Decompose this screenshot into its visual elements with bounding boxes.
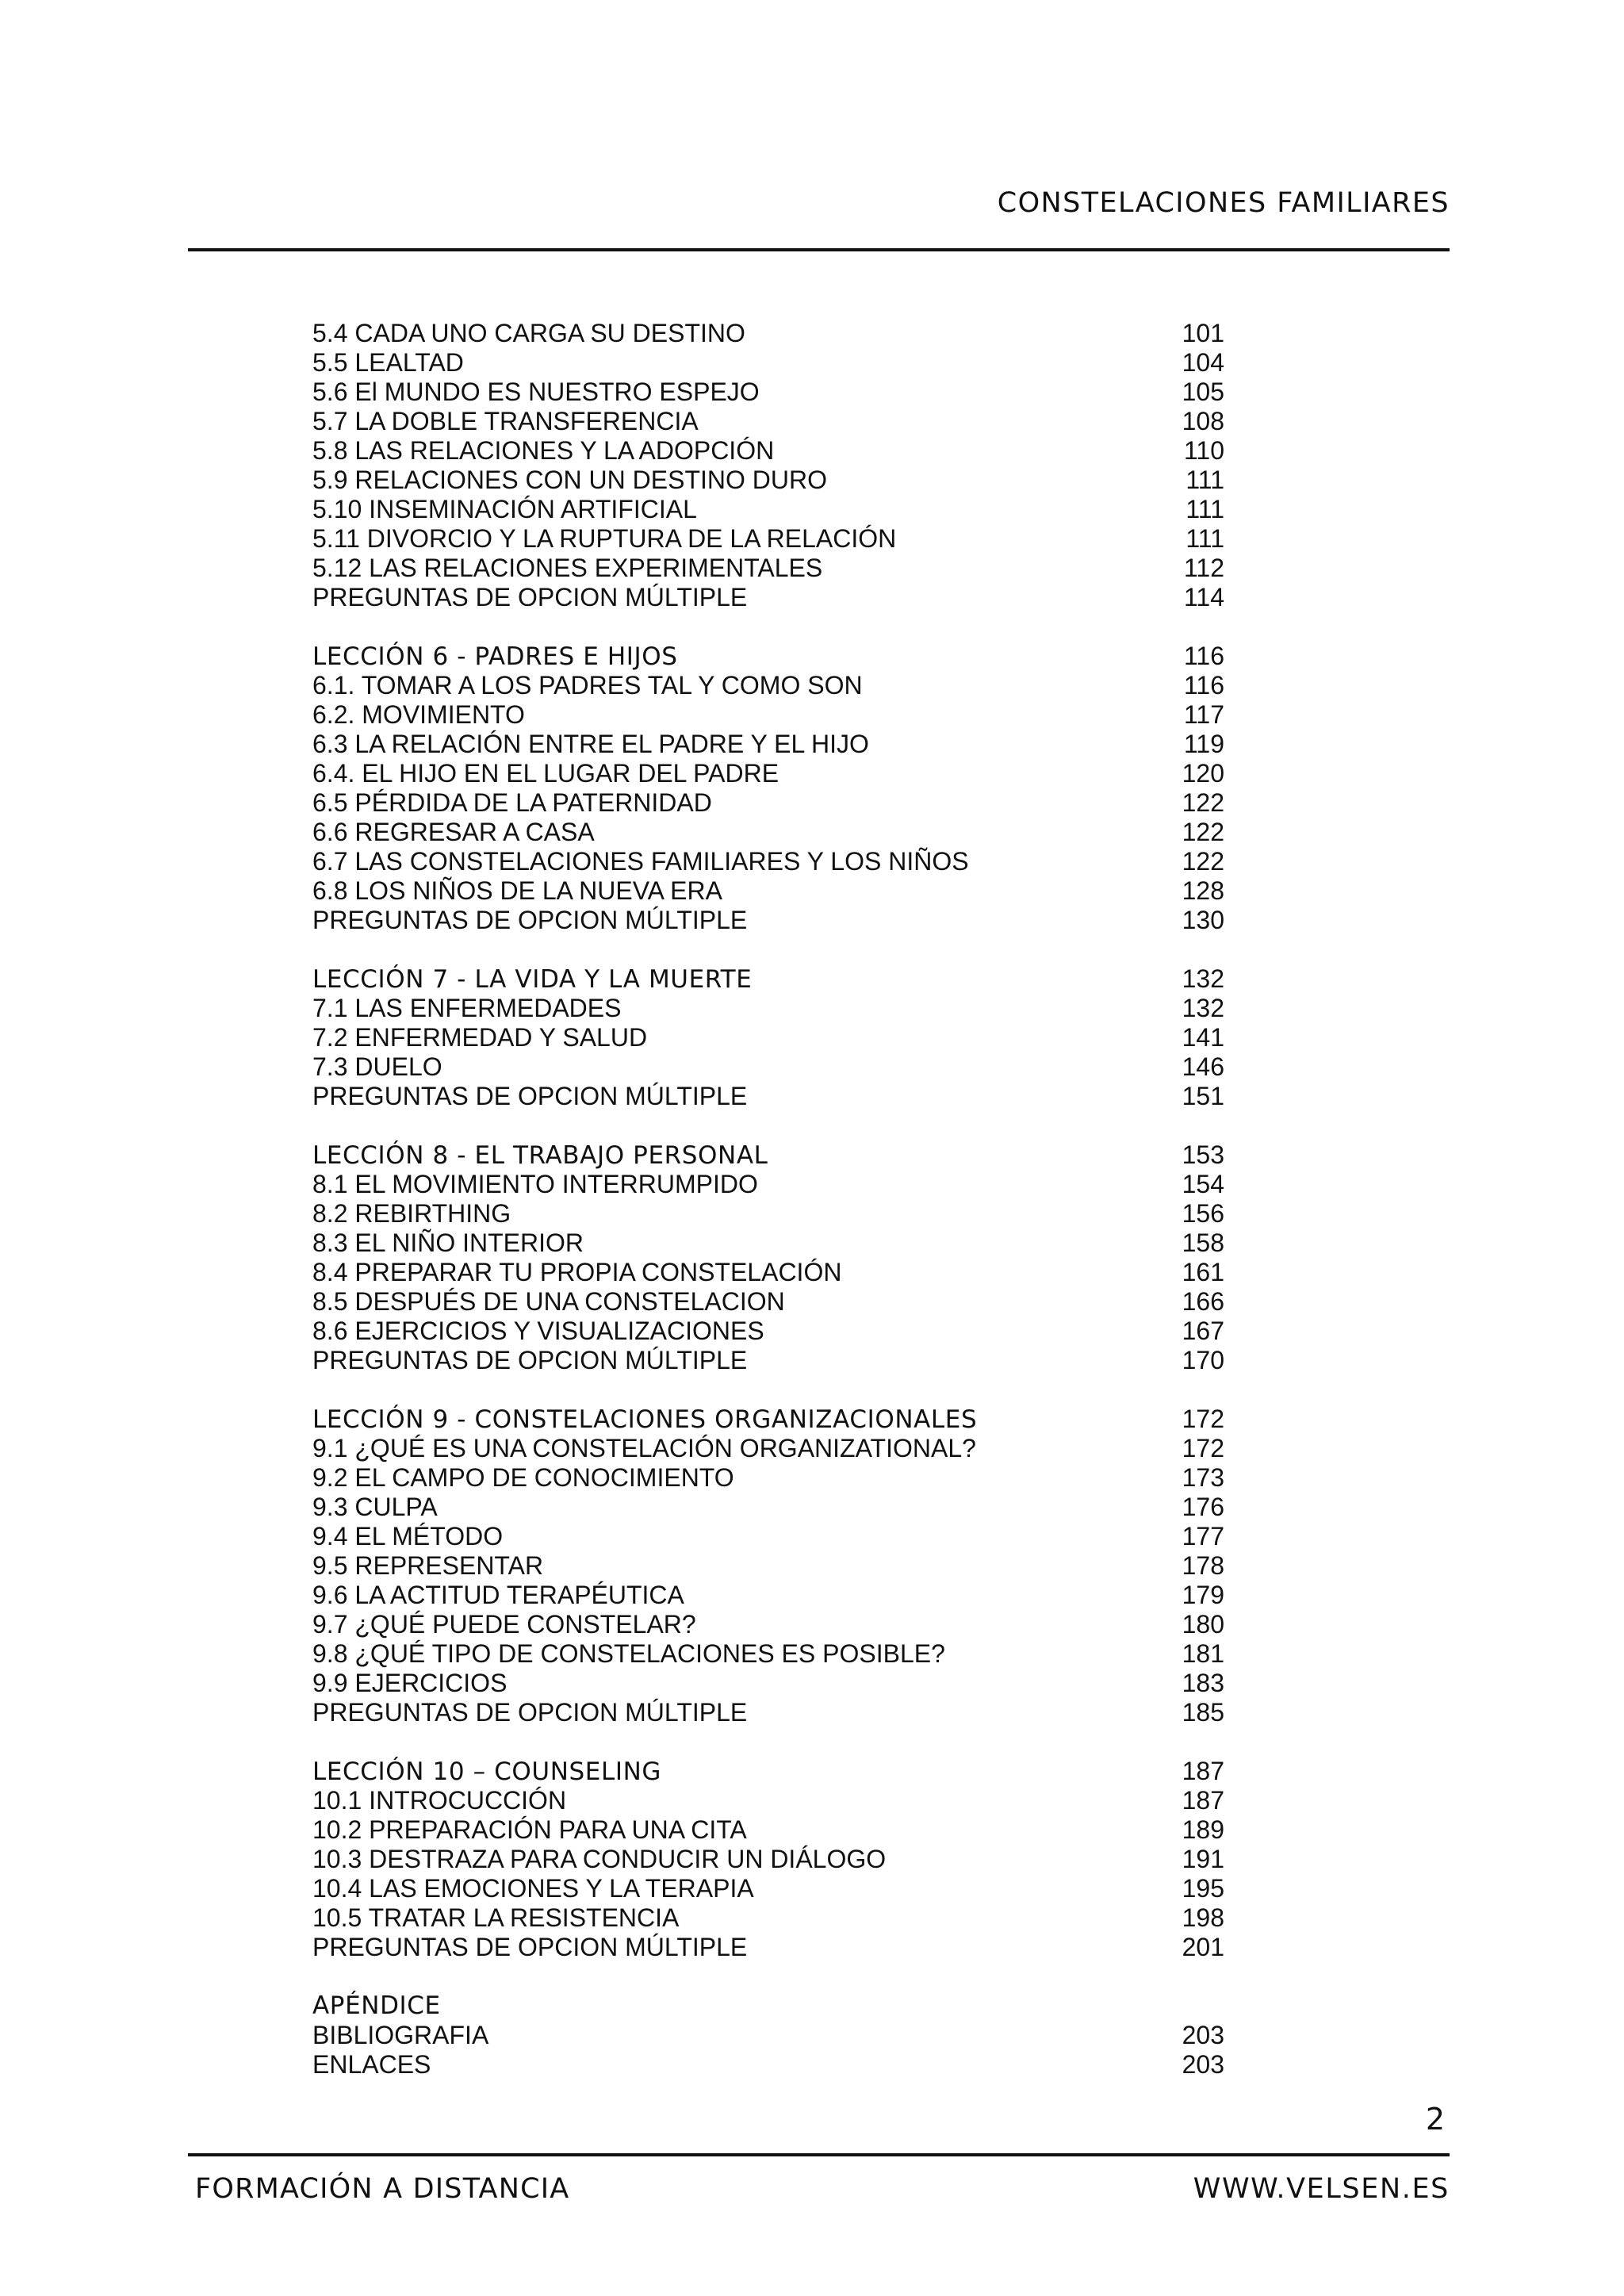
toc-entry [312,1669,1224,1698]
toc-entry [312,466,1224,495]
toc-entry [312,1610,1224,1639]
toc-entry-title: 6.8 LOS NIÑOS DE LA NUEVA ERA [312,876,722,905]
toc-entry [312,583,1224,612]
toc-entry [312,436,1224,466]
toc-entry-page: 111 [1185,466,1224,494]
toc-entry-page: 203 [1182,2050,1224,2079]
toc-entry [312,1228,1224,1258]
footer-rule [188,2153,1450,2156]
toc-entry-page: 167 [1182,1317,1224,1345]
header-rule [188,248,1450,251]
toc-entry-title: 5.8 LAS RELACIONES Y LA ADOPCIÓN [312,436,775,465]
toc-lesson-heading [312,1757,1224,1786]
toc-entry [312,495,1224,524]
toc-lesson-heading [312,1140,1224,1170]
toc-entry-page: 177 [1182,1522,1224,1550]
toc-entry-page: 176 [1182,1493,1224,1521]
toc-entry-title: 8.5 DESPUÉS DE UNA CONSTELACION [312,1287,785,1316]
toc-entry-title: 10.3 DESTRAZA PARA CONDUCIR UN DIÁLOGO [312,1845,887,1873]
toc-entry-title: PREGUNTAS DE OPCION MÚLTIPLE [312,583,748,611]
toc-entry-page: 132 [1182,964,1224,993]
toc-entry [312,1023,1224,1052]
toc-lesson-heading [312,1991,1224,2021]
toc-entry-page: 105 [1182,378,1224,406]
toc-entry [312,2021,1224,2050]
toc-entry [312,1874,1224,1903]
toc-entry-title: 7.1 LAS ENFERMEDADES [312,994,622,1022]
toc-entry-title: 5.9 RELACIONES CON UN DESTINO DURO [312,466,827,494]
toc-entry-title: 9.4 EL MÉTODO [312,1522,504,1550]
toc-entry-title: 9.8 ¿QUÉ TIPO DE CONSTELACIONES ES POSIBLE? [312,1639,945,1668]
toc-entry-title: LECCIÓN 7 - LA VIDA Y LA MUERTE [312,965,753,994]
toc-entry-page: 130 [1182,906,1224,934]
toc-lesson-heading [312,1405,1224,1434]
toc-entry [312,378,1224,407]
footer-website: WWW.VELSEN.ES [1193,2173,1450,2205]
toc-block [312,1991,1224,2079]
toc-entry [312,407,1224,436]
toc-entry-page: 181 [1182,1639,1224,1668]
toc-entry-title: 6.2. MOVIMIENTO [312,700,525,729]
toc-entry [312,524,1224,554]
toc-entry [312,700,1224,730]
toc-entry-title: 9.9 EJERCICIOS [312,1669,508,1697]
toc-entry [312,348,1224,378]
toc-entry-title: PREGUNTAS DE OPCION MÚLTIPLE [312,1933,748,1961]
toc-entry [312,1551,1224,1581]
toc-entry [312,730,1224,759]
toc-entry [312,1052,1224,1082]
toc-entry-page: 128 [1182,876,1224,905]
toc-entry-title: PREGUNTAS DE OPCION MÚLTIPLE [312,906,748,934]
toc-entry-title: PREGUNTAS DE OPCION MÚLTIPLE [312,1082,748,1110]
toc-entry-title: BIBLIOGRAFIA [312,2021,489,2049]
footer-course-label: FORMACIÓN A DISTANCIA [195,2173,570,2205]
toc-entry-title: 6.1. TOMAR A LOS PADRES TAL Y COMO SON [312,671,863,700]
toc-entry-title: 6.4. EL HIJO EN EL LUGAR DEL PADRE [312,759,779,788]
toc-entry-title: 10.4 LAS EMOCIONES Y LA TERAPIA [312,1874,754,1903]
toc-block [312,1405,1224,1727]
toc-block [312,319,1224,612]
toc-entry-title: 5.4 CADA UNO CARGA SU DESTINO [312,319,745,347]
toc-entry [312,1639,1224,1669]
toc-entry-page: 187 [1182,1786,1224,1815]
toc-entry-page: 203 [1182,2021,1224,2049]
toc-entry-title: LECCIÓN 6 - PADRES E HIJOS [312,642,678,671]
toc-entry-title: PREGUNTAS DE OPCION MÚLTIPLE [312,1346,748,1374]
toc-entry-page: 173 [1182,1463,1224,1492]
toc-entry-title: 5.10 INSEMINACIÓN ARTIFICIAL [312,495,697,523]
toc-entry-page: 117 [1183,700,1224,729]
page-number: 2 [1425,2102,1445,2137]
toc-entry-page: 172 [1182,1434,1224,1462]
toc-entry-page: 119 [1183,730,1224,758]
toc-entry [312,1933,1224,1962]
toc-entry-page: 170 [1182,1346,1224,1374]
toc-entry-page: 187 [1182,1757,1224,1785]
toc-entry [312,906,1224,935]
toc-entry-page: 101 [1182,319,1224,347]
table-of-contents [312,319,1224,2109]
toc-entry-page: 141 [1182,1023,1224,1052]
toc-entry-page: 132 [1182,994,1224,1022]
toc-entry-title: 8.2 REBIRTHING [312,1199,511,1228]
toc-entry-page: 191 [1182,1845,1224,1873]
toc-entry-title: PREGUNTAS DE OPCION MÚLTIPLE [312,1698,748,1727]
document-title: CONSTELACIONES FAMILIARES [997,187,1450,219]
toc-entry [312,1845,1224,1874]
toc-entry-title: 6.7 LAS CONSTELACIONES FAMILIARES Y LOS NIÑOS [312,847,969,876]
toc-entry [312,1786,1224,1815]
toc-entry-title: 8.1 EL MOVIMIENTO INTERRUMPIDO [312,1170,758,1198]
toc-entry-page: 116 [1183,671,1224,700]
toc-entry [312,1317,1224,1346]
toc-entry-title: 9.6 LA ACTITUD TERAPÉUTICA [312,1581,684,1609]
toc-entry-page: 120 [1182,759,1224,788]
toc-entry-page: 172 [1182,1405,1224,1433]
toc-entry-page: 156 [1182,1199,1224,1228]
toc-entry-page: 154 [1182,1170,1224,1198]
toc-entry-page: 183 [1182,1669,1224,1697]
toc-entry-title: 7.3 DUELO [312,1052,442,1081]
toc-entry-page: 166 [1182,1287,1224,1316]
toc-entry-title: 10.2 PREPARACIÓN PARA UNA CITA [312,1815,747,1844]
toc-block [312,964,1224,1111]
toc-entry-title: 8.3 EL NIÑO INTERIOR [312,1228,584,1257]
toc-entry-page: 122 [1182,847,1224,876]
toc-entry-title: 5.6 El MUNDO ES NUESTRO ESPEJO [312,378,760,406]
toc-entry-title: 5.7 LA DOBLE TRANSFERENCIA [312,407,699,435]
toc-entry [312,876,1224,906]
toc-entry-title: 9.7 ¿QUÉ PUEDE CONSTELAR? [312,1610,696,1639]
toc-entry [312,1522,1224,1551]
toc-entry-page: 195 [1182,1874,1224,1903]
toc-entry [312,1698,1224,1727]
toc-entry-title: 8.6 EJERCICIOS Y VISUALIZACIONES [312,1317,764,1345]
toc-entry-title: 9.2 EL CAMPO DE CONOCIMIENTO [312,1463,734,1492]
toc-entry-title: LECCIÓN 10 – COUNSELING [312,1757,662,1786]
toc-entry-page: 185 [1182,1698,1224,1727]
toc-entry-page: 112 [1183,554,1224,582]
toc-entry-page: 104 [1182,348,1224,377]
toc-entry [312,1287,1224,1317]
toc-entry-title: 6.6 REGRESAR A CASA [312,818,595,846]
toc-entry [312,671,1224,700]
toc-entry-title: 10.1 INTROCUCCIÓN [312,1786,567,1815]
toc-entry-title: LECCIÓN 8 - EL TRABAJO PERSONAL [312,1141,768,1170]
toc-entry-title: 8.4 PREPARAR TU PROPIA CONSTELACIÓN [312,1258,842,1286]
toc-entry-page: 158 [1182,1228,1224,1257]
toc-entry [312,1346,1224,1375]
toc-entry-title: 10.5 TRATAR LA RESISTENCIA [312,1903,680,1932]
toc-entry [312,1581,1224,1610]
toc-entry [312,759,1224,788]
toc-entry-page: 146 [1182,1052,1224,1081]
toc-entry-title: 5.5 LEALTAD [312,348,464,377]
toc-entry [312,1199,1224,1228]
toc-entry-title: 9.5 REPRESENTAR [312,1551,544,1580]
toc-entry [312,1463,1224,1493]
toc-entry-page: 178 [1182,1551,1224,1580]
toc-entry [312,1258,1224,1287]
toc-entry-page: 122 [1182,818,1224,846]
toc-entry [312,847,1224,876]
toc-entry-page: 201 [1182,1933,1224,1961]
toc-entry-title: 6.3 LA RELACIÓN ENTRE EL PADRE Y EL HIJO [312,730,869,758]
toc-entry-page: 153 [1182,1140,1224,1169]
toc-entry [312,554,1224,583]
toc-entry [312,1493,1224,1522]
toc-entry-page: 151 [1182,1082,1224,1110]
toc-block [312,1757,1224,1962]
toc-entry-page: 122 [1182,788,1224,817]
toc-entry-page: 108 [1182,407,1224,435]
toc-entry-title: LECCIÓN 9 - CONSTELACIONES ORGANIZACIONALES [312,1405,978,1434]
toc-lesson-heading [312,964,1224,994]
toc-entry [312,1170,1224,1199]
toc-entry [312,788,1224,818]
toc-entry-title: 6.5 PÉRDIDA DE LA PATERNIDAD [312,788,712,817]
toc-entry-title: 9.1 ¿QUÉ ES UNA CONSTELACIÓN ORGANIZATIONAL? [312,1434,976,1462]
toc-entry-title: ENLACES [312,2050,431,2079]
toc-entry-title: APÉNDICE [312,1991,441,2020]
toc-entry-page: 180 [1182,1610,1224,1639]
toc-entry [312,1903,1224,1933]
toc-entry-page: 161 [1182,1258,1224,1286]
toc-entry [312,319,1224,348]
toc-entry [312,818,1224,847]
toc-entry [312,1434,1224,1463]
toc-entry-page: 179 [1182,1581,1224,1609]
toc-entry-title: 9.3 CULPA [312,1493,438,1521]
toc-entry [312,994,1224,1023]
toc-entry-title: 5.11 DIVORCIO Y LA RUPTURA DE LA RELACIÓN [312,524,897,553]
toc-entry [312,2050,1224,2079]
toc-entry [312,1815,1224,1845]
toc-entry-page: 111 [1185,495,1224,523]
toc-entry-page: 198 [1182,1903,1224,1932]
toc-entry-page: 114 [1183,583,1224,611]
toc-lesson-heading [312,642,1224,671]
toc-entry-page: 116 [1183,642,1224,670]
toc-entry-page: 189 [1182,1815,1224,1844]
toc-block [312,1140,1224,1375]
toc-entry [312,1082,1224,1111]
toc-entry-page: 110 [1183,436,1224,465]
toc-entry-title: 7.2 ENFERMEDAD Y SALUD [312,1023,648,1052]
toc-block [312,642,1224,935]
toc-entry-page: 111 [1185,524,1224,553]
toc-entry-title: 5.12 LAS RELACIONES EXPERIMENTALES [312,554,823,582]
